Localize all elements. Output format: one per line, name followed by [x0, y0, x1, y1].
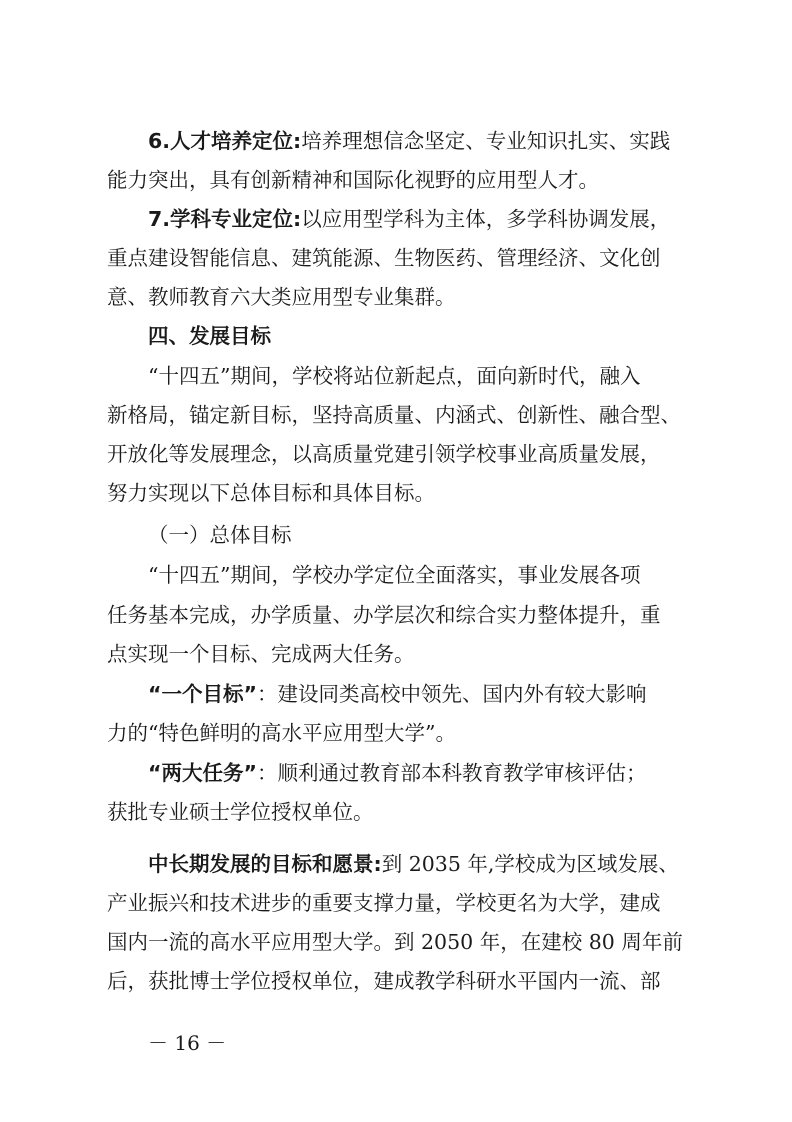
- text-line: [148, 681, 646, 707]
- bold-heading: 6.人才培养定位:: [148, 129, 302, 153]
- text-line: [107, 968, 661, 994]
- line-text: 后，获批博士学位授权单位，建成教学科研水平国内一流、部: [107, 969, 661, 993]
- text-line: [107, 929, 683, 955]
- bold-heading: 中长期发展的目标和愿景:: [148, 852, 382, 876]
- line-text: 重点建设智能信息、建筑能源、生物医药、管理经济、文化创: [107, 246, 661, 270]
- bold-heading: “两大任务”: [148, 761, 257, 785]
- line-text: 努力实现以下总体目标和具体目标。: [107, 481, 435, 505]
- line-text: 意、教师教育六大类应用型专业集群。: [107, 285, 456, 309]
- text-line: [107, 641, 415, 667]
- line-text: ：建设同类高校中领先、国内外有较大影响: [256, 682, 647, 706]
- line-text: 国内一流的高水平应用型大学。到 2050 年，在建校 80 周年前: [107, 930, 683, 954]
- line-text: （一）总体目标: [148, 523, 292, 547]
- text-line: [107, 720, 456, 746]
- bold-heading: “一个目标”: [148, 682, 257, 706]
- subsection-heading: [148, 522, 292, 548]
- text-line: [107, 245, 661, 271]
- page-number: － 16 －: [148, 1031, 227, 1055]
- line-text: 获批专业硕士学位授权单位。: [107, 800, 374, 824]
- line-text: “十四五”期间，学校办学定位全面落实，事业发展各项: [148, 563, 641, 587]
- text-line: [107, 284, 456, 310]
- line-text: 新格局，锚定新目标，坚持高质量、内涵式、创新性、融合型、: [107, 403, 681, 427]
- line-text: 到 2035 年,学校成为区域发展、: [381, 852, 679, 876]
- text-line: [148, 760, 646, 786]
- text-line: [107, 602, 661, 628]
- text-line: [107, 167, 599, 193]
- text-line: [148, 562, 640, 588]
- text-line: [148, 363, 640, 389]
- text-line: [107, 890, 661, 916]
- line-text: 培养理想信念坚定、专业知识扎实、实践: [301, 129, 671, 153]
- line-text: “十四五”期间，学校将站位新起点，面向新时代，融入: [148, 364, 641, 388]
- line-text: 开放化等发展理念，以高质量党建引领学校事业高质量发展，: [107, 442, 661, 466]
- line-text: ：顺利通过教育部本科教育教学审核评估；: [256, 761, 647, 785]
- text-line: [107, 480, 435, 506]
- text-line: [107, 799, 374, 825]
- section-heading: [148, 323, 271, 349]
- text-line: [107, 402, 681, 428]
- line-text: 点实现一个目标、完成两大任务。: [107, 642, 415, 666]
- line-text: 以应用型学科为主体，多学科协调发展，: [301, 207, 671, 231]
- line-text: 任务基本完成，办学质量、办学层次和综合实力整体提升，重: [107, 603, 661, 627]
- line-text: 能力突出，具有创新精神和国际化视野的应用型人才。: [107, 168, 599, 192]
- line-text: 力的“特色鲜明的高水平应用型大学”。: [107, 721, 456, 745]
- text-line: [148, 851, 679, 877]
- text-line: [107, 441, 661, 467]
- text-line: [148, 206, 670, 232]
- bold-heading: 7.学科专业定位:: [148, 207, 302, 231]
- text-line: [148, 128, 670, 154]
- bold-heading: 四、发展目标: [148, 324, 271, 348]
- line-text: 产业振兴和技术进步的重要支撑力量，学校更名为大学，建成: [107, 891, 661, 915]
